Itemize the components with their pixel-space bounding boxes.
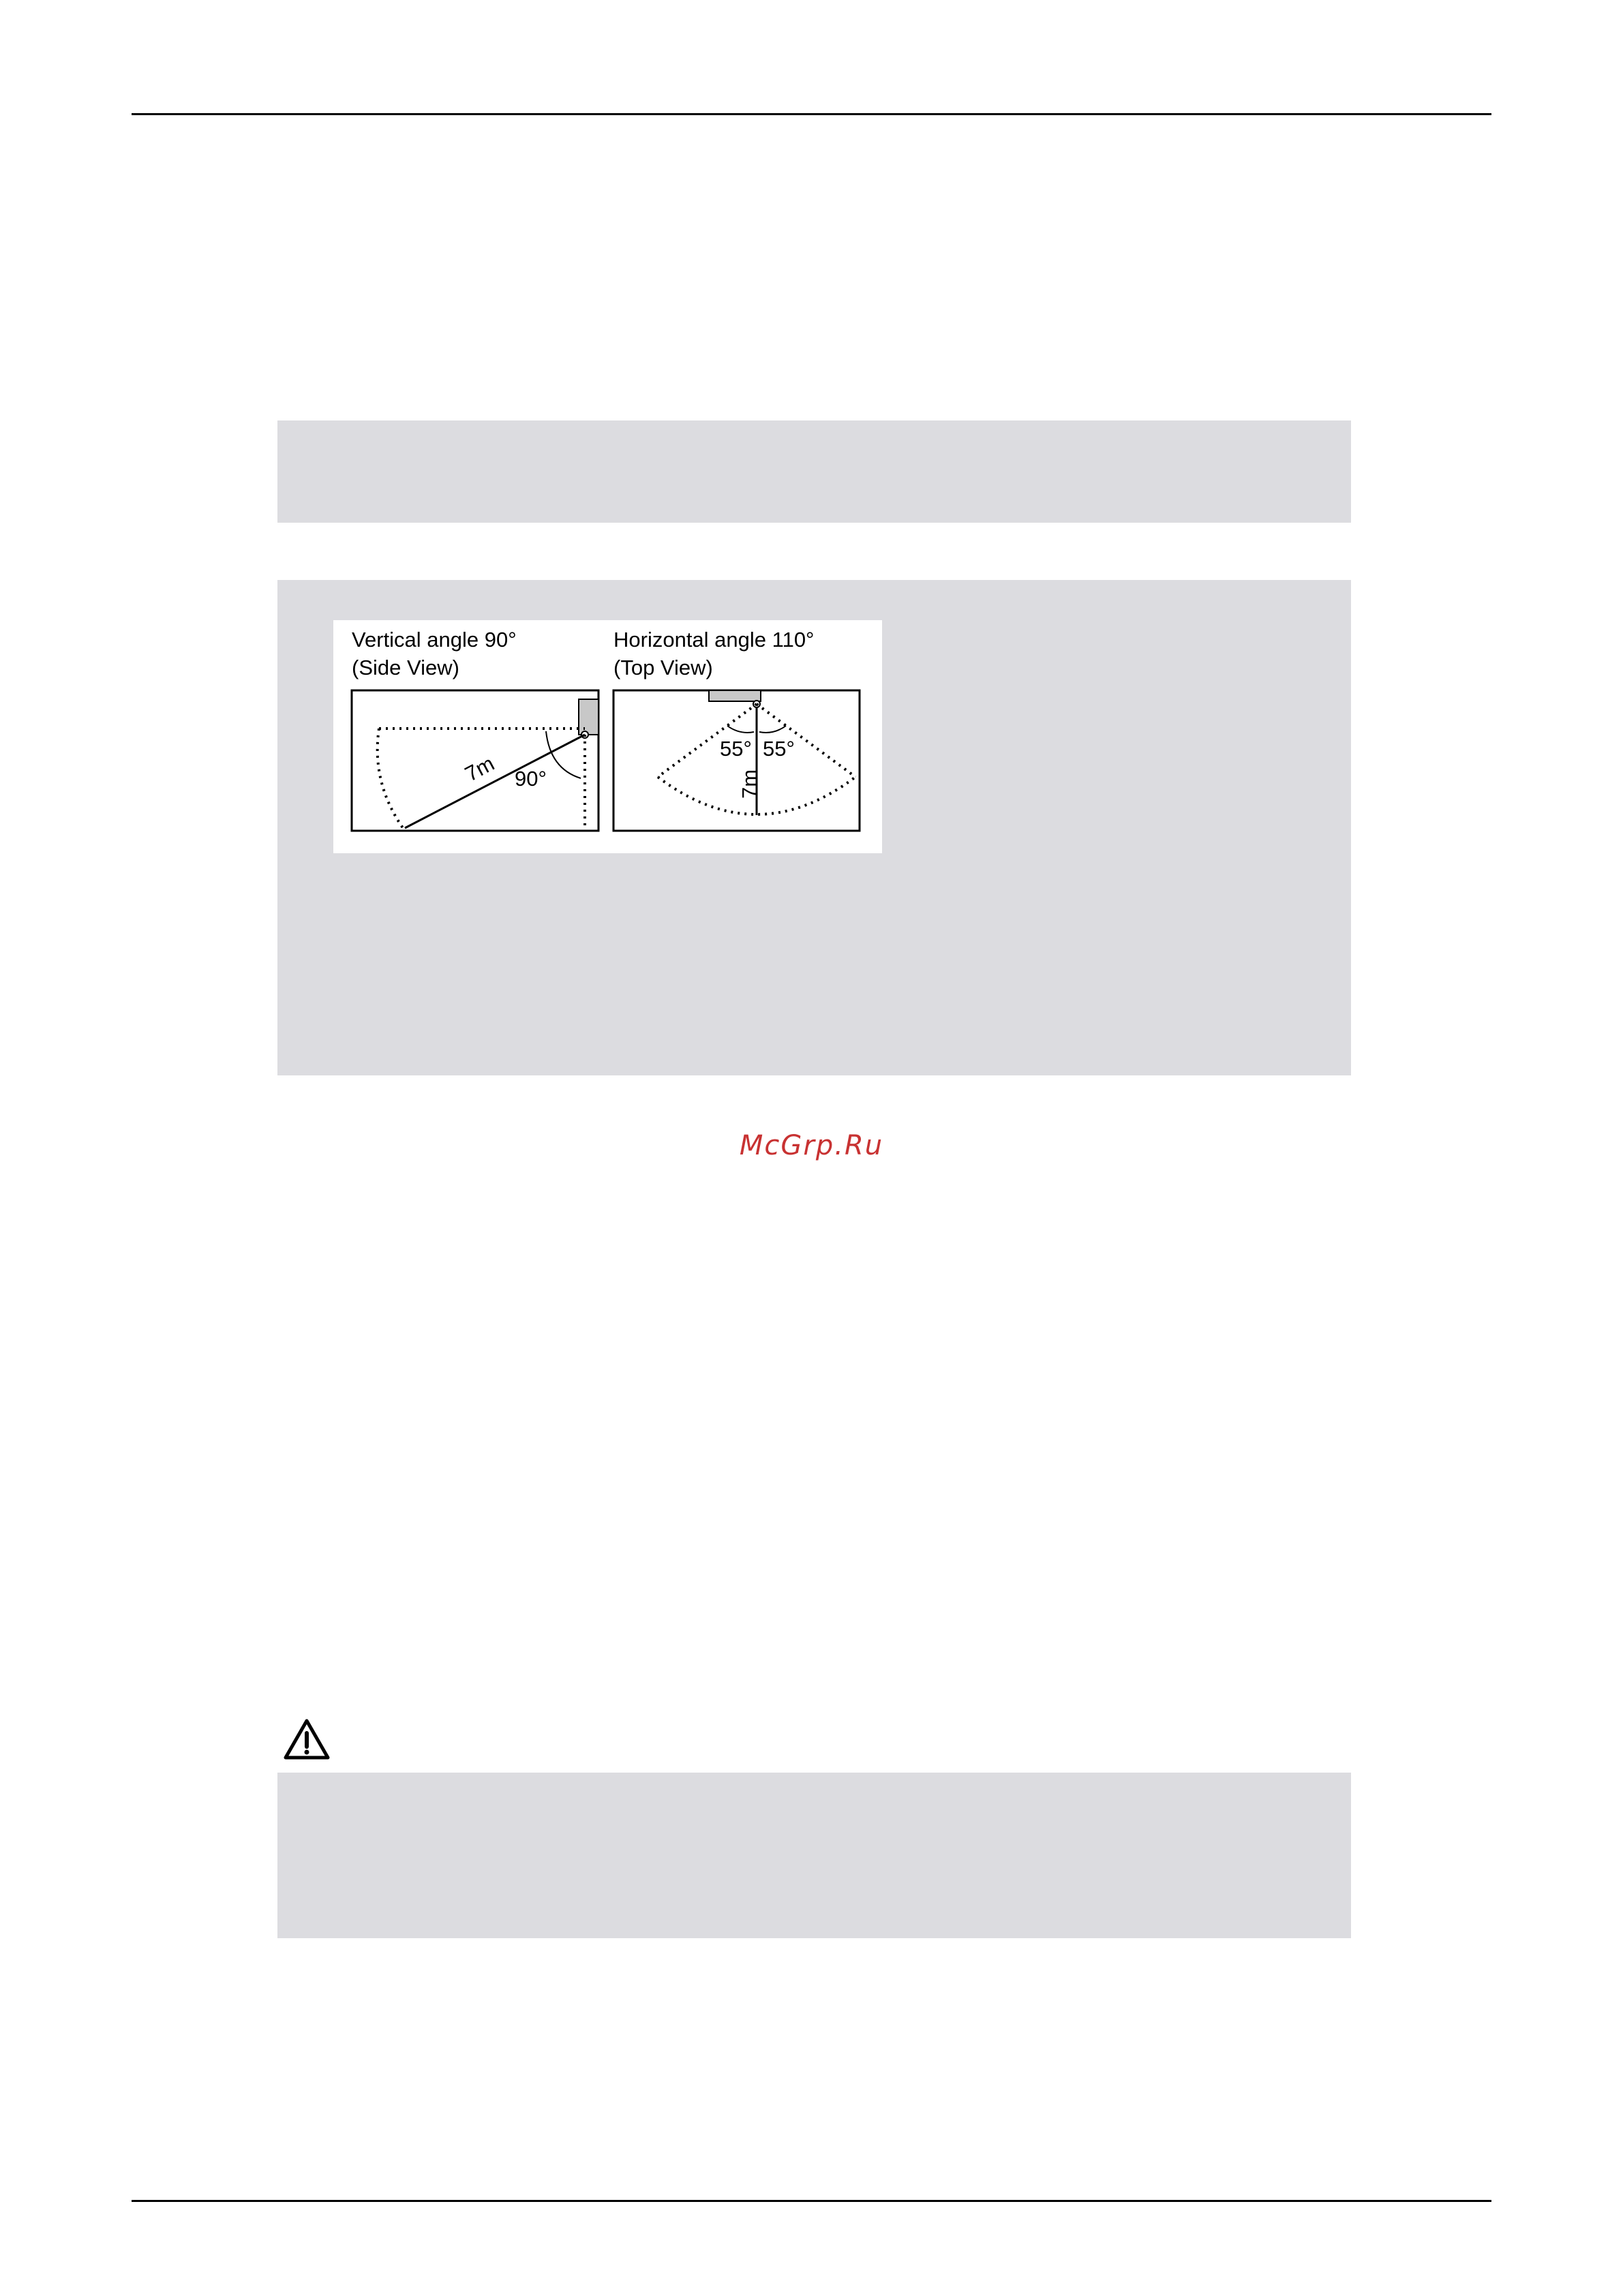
detection-range-figure: [333, 620, 882, 853]
side-view-angle-label: 90°: [515, 767, 547, 791]
side-view-range-line: [405, 735, 585, 828]
side-view-sensor: [579, 699, 598, 735]
watermark: McGrp.Ru: [739, 1130, 884, 1161]
side-view-title: Vertical angle 90°: [352, 628, 517, 652]
top-view-left-angle-arc: [727, 726, 754, 733]
warning-panel: [277, 1773, 1351, 1938]
side-view-distance-label: 7m: [461, 751, 498, 786]
top-view-subtitle: (Top View): [613, 656, 713, 679]
top-view-right-angle-arc: [759, 726, 786, 733]
top-view-left-angle-label: 55°: [720, 737, 752, 761]
top-view-title: Horizontal angle 110°: [613, 628, 815, 652]
header-rule: [132, 113, 1491, 115]
top-view-sensor: [709, 690, 761, 701]
note-panel-top: [277, 420, 1351, 523]
side-view-subtitle: (Side View): [352, 656, 459, 679]
side-view-range-arc: [378, 729, 405, 831]
footer-rule: [132, 2200, 1491, 2202]
top-view-distance-label: 7m: [738, 769, 761, 799]
top-view-right-angle-label: 55°: [763, 737, 795, 761]
warning-triangle-icon: [283, 1718, 331, 1760]
side-view-angle-arc: [546, 731, 581, 778]
